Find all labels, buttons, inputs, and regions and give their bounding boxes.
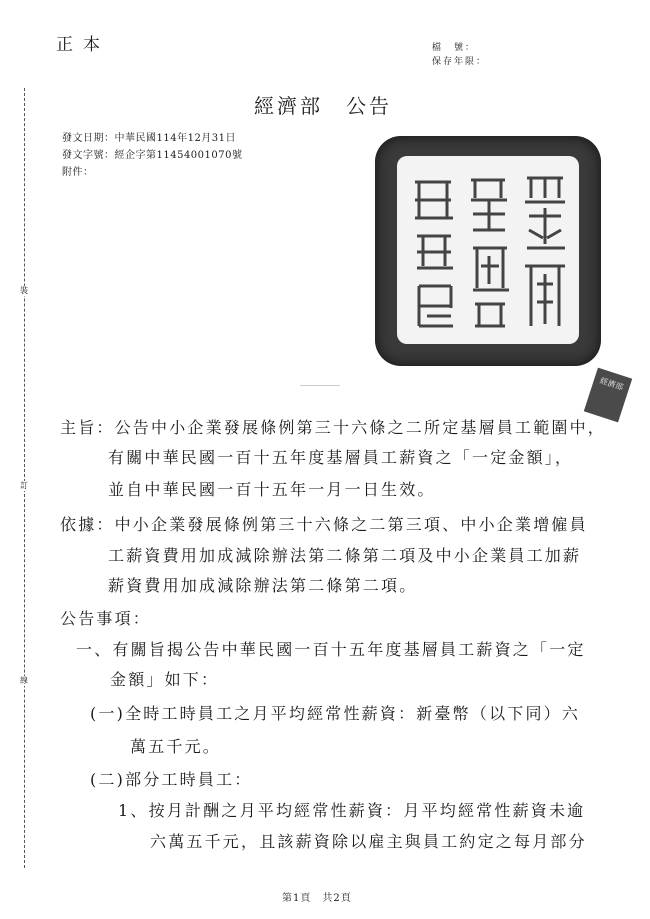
basis-line: 依據：中小企業發展條例第三十六條之二第三項、中小企業增僱員 — [60, 515, 588, 534]
notice-heading: 公告事項： — [60, 609, 152, 628]
issue-number-label: 發文字號： — [62, 150, 115, 161]
sub-item-2-1-line: 1、按月計酬之月平均經常性薪資：月平均經常性薪資未逾 — [118, 801, 586, 820]
subject-line: 主旨：公告中小企業發展條例第三十六條之二所定基層員工範圍中， — [60, 418, 607, 437]
item-1-line: 金額」如下： — [110, 670, 220, 689]
retention-period-label: 保存年限： — [432, 57, 488, 67]
issue-number: 經企字第11454001070號 — [114, 150, 243, 161]
binding-line — [24, 88, 25, 868]
binding-char: 裝 — [20, 286, 28, 295]
seal-lettering-graphic — [397, 156, 579, 344]
document-title: 經濟部 公告 — [254, 94, 392, 118]
copy-label: 正本 — [56, 35, 110, 55]
issue-number-line — [62, 146, 243, 161]
subject-line: 有關中華民國一百十五年度基層員工薪資之「一定金額」， — [108, 448, 574, 467]
file-number-label: 檔 號： — [432, 43, 477, 53]
small-stamp-text: 經濟部 — [598, 376, 625, 393]
basis-line: 工薪資費用加成減除辦法第二條第二項及中小企業員工加薪 — [108, 546, 582, 565]
sub-item-1-line: (一)全時工時員工之月平均經常性薪資：新臺幣（以下同）六 — [90, 704, 581, 723]
binding-char: 訂 — [20, 481, 28, 490]
basis-line: 薪資費用加成減除辦法第二條第二項。 — [108, 576, 418, 595]
divider — [300, 385, 340, 386]
issue-date-line — [62, 129, 236, 144]
sub-item-2-1-line: 六萬五千元，且該薪資除以雇主與員工約定之每月部分 — [150, 832, 587, 851]
issue-date-label: 發文日期： — [62, 133, 115, 144]
binding-char: 線 — [20, 676, 28, 685]
page-number: 第1頁 共2頁 — [282, 893, 352, 904]
sub-item-2-line: (二)部分工時員工： — [90, 770, 253, 789]
attachment-label: 附件： — [62, 167, 94, 178]
sub-item-1-line: 萬五千元。 — [130, 737, 222, 756]
seal-face — [397, 156, 579, 344]
official-seal — [375, 136, 601, 366]
subject-line: 並自中華民國一百十五年一月一日生效。 — [108, 480, 436, 499]
issue-date: 中華民國114年12月31日 — [114, 133, 237, 144]
item-1-line: 一、有關旨揭公告中華民國一百十五年度基層員工薪資之「一定 — [76, 640, 586, 659]
